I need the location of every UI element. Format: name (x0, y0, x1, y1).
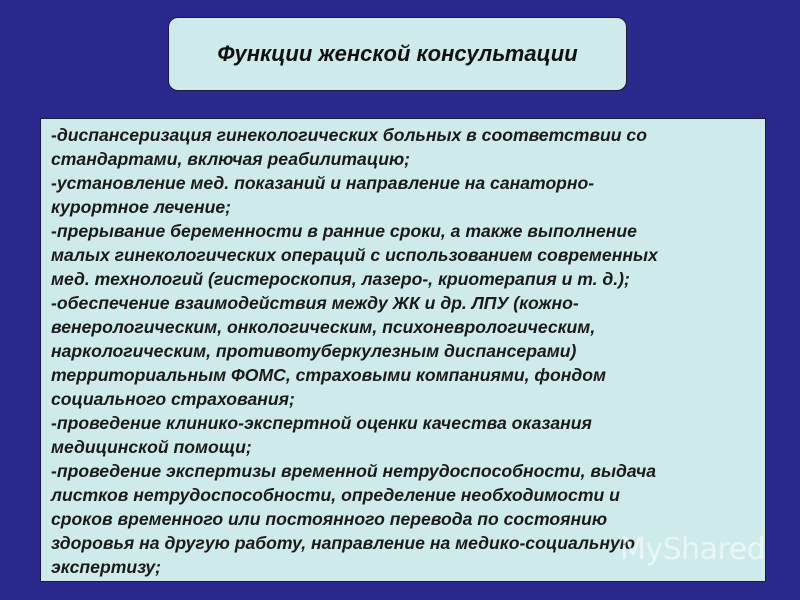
title-box (168, 17, 627, 91)
content-text: -диспансеризация гинекологических больных в соответствии со стандартами, включая реабилитацию; -установление мед. показаний и направление на санаторно- курортное лечение; -прерывание беременности в ранние сроки, а также выполнение малых гинекологических операций с использованием современных мед. технологий (гистероскопия, лазеро-, криотерапия и т. д.); -обеспечение взаимодействия между ЖК и др. ЛПУ (кожно- венерологическим, онкологическим, психоневрологическим, наркологическим, противотуберкулезным диспансерами) территориальным ФОМС, страховыми компаниями, фондом социального страхования; -проведение клинико-экспертной оценки качества оказания медицинской помощи; -проведение экспертизы временной нетрудоспособности, выдача листков нетрудоспособности, определение необходимости и сроков временного или постоянного перевода по состоянию здоровья на другую работу, направление на медико-социальную экспертизу; (51, 125, 658, 577)
watermark-logo: MyShared (620, 532, 766, 567)
slide-title: Функции женской консультации (217, 41, 578, 66)
content-box (40, 118, 766, 582)
